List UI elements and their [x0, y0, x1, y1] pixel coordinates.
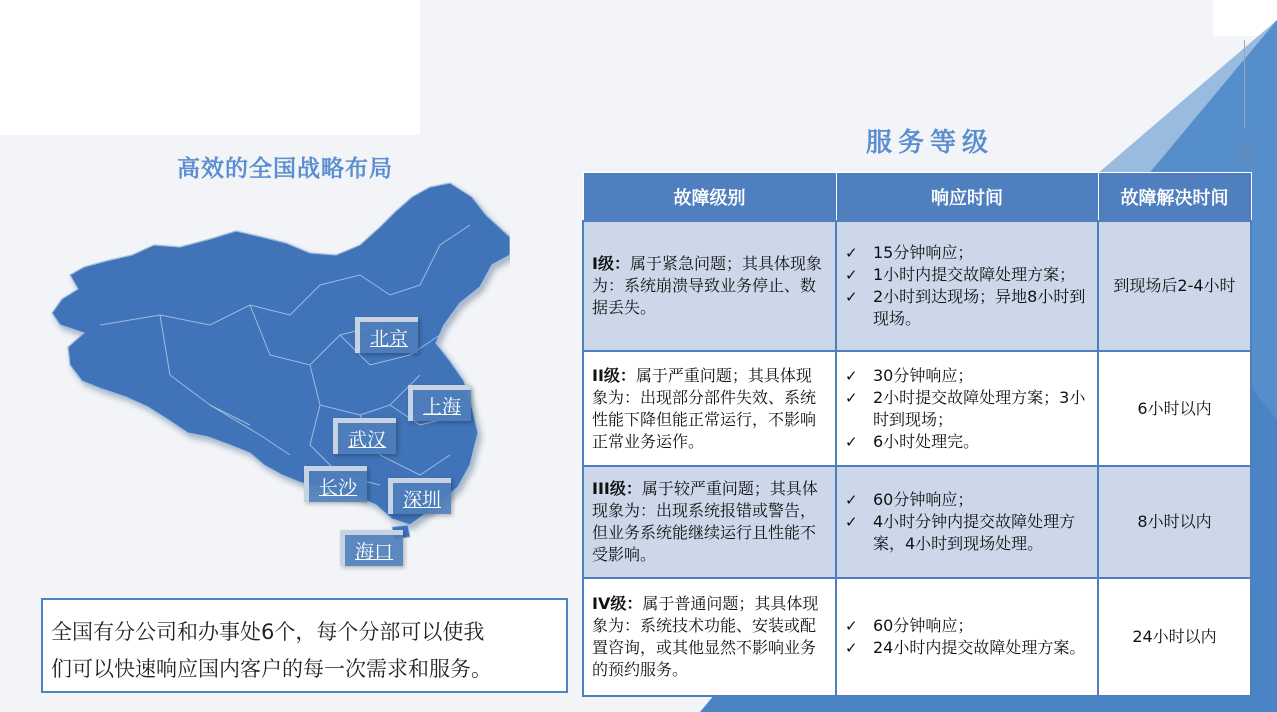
check-icon: ✓ — [845, 491, 858, 509]
side-vertical-text: CO INT — [1236, 141, 1255, 166]
china-map-shape — [52, 183, 510, 525]
city-label-wuhan: 武汉 — [333, 418, 396, 454]
table-row — [583, 351, 1251, 466]
fault-level-desc: 属于较严重问题；其具体现象为：出现系统报错或警告，但业务系统能继续运行且性能不受影响。 — [592, 479, 818, 564]
header-response-time: 响应时间 — [836, 173, 1098, 222]
coverage-description-box — [41, 598, 568, 693]
table-header-row — [583, 173, 1251, 222]
check-icon: ✓ — [845, 639, 858, 657]
response-item: ✓ 4小时分钟内提交故障处理方案，4小时到现场处理。 — [845, 512, 1076, 553]
fault-level-label: II级： — [592, 365, 636, 385]
fault-level-cell — [583, 578, 836, 696]
fault-level-desc: 属于紧急问题；其具体现象为：系统崩溃导致业务停止、数据丢失。 — [592, 254, 822, 317]
fault-level-desc: 属于普通问题；其具体现象为：系统技术功能、安装或配置咨询，或其他显然不影响业务的预约服务。 — [592, 594, 819, 679]
fault-level-cell — [583, 351, 836, 466]
response-item: ✓ 60分钟响应； — [845, 616, 974, 635]
fault-level-label: III级： — [592, 479, 642, 498]
response-item: ✓ 30分钟响应； — [845, 365, 974, 385]
response-item: ✓ 24小时内提交故障处理方案。 — [845, 638, 1086, 657]
fault-level-label: IV级： — [592, 594, 643, 613]
check-icon: ✓ — [845, 617, 858, 635]
table-row — [583, 221, 1251, 351]
response-item: ✓ 2小时提交故障处理方案；3小时到现场； — [845, 387, 1086, 429]
resolve-time-cell: 到现场后2-4小时 — [1098, 221, 1251, 351]
table-row — [583, 466, 1251, 578]
response-item: ✓ 60分钟响应； — [845, 490, 974, 509]
resolve-time-cell: 24小时以内 — [1098, 578, 1251, 696]
city-label-beijing: 北京 — [355, 317, 418, 353]
city-label-haikou: 海口 — [340, 530, 403, 566]
check-icon: ✓ — [845, 266, 858, 284]
check-icon: ✓ — [845, 432, 858, 451]
response-item: ✓ 15分钟响应； — [845, 243, 974, 262]
table-row — [583, 578, 1251, 696]
decor-vertical-line — [1244, 40, 1245, 128]
header-resolve-time: 故障解决时间 — [1098, 173, 1251, 222]
response-cell — [836, 221, 1098, 351]
check-icon: ✓ — [845, 244, 858, 262]
city-label-shanghai: 上海 — [408, 385, 471, 421]
fault-level-cell — [583, 221, 836, 351]
check-icon: ✓ — [845, 388, 858, 407]
strategy-title: 高效的全国战略布局 — [177, 156, 393, 182]
fault-level-label: I级： — [592, 254, 630, 273]
city-label-shenzhen: 深圳 — [388, 478, 451, 514]
description-line-2: 们可以快速响应国内客户的每一次需求和服务。 — [51, 657, 492, 681]
response-item: ✓ 1小时内提交故障处理方案； — [845, 265, 1076, 284]
response-item: ✓ 6小时处理完。 — [845, 431, 980, 451]
response-cell — [836, 578, 1098, 696]
check-icon: ✓ — [845, 366, 858, 385]
response-item: ✓ 2小时到达现场；异地8小时到现场。 — [845, 287, 1086, 328]
city-label-changsha: 长沙 — [304, 466, 367, 502]
header-fault-level: 故障级别 — [583, 173, 836, 222]
check-icon: ✓ — [845, 513, 858, 531]
service-level-title: 服务等级 — [865, 128, 994, 158]
response-cell — [836, 351, 1098, 466]
check-icon: ✓ — [845, 288, 858, 306]
resolve-time-cell: 8小时以内 — [1098, 466, 1251, 578]
fault-level-desc: 属于严重问题；其具体现象为：出现部分部件失效、系统性能下降但能正常运行，不影响正常业务运作。 — [592, 365, 817, 451]
fault-level-cell — [583, 466, 836, 578]
resolve-time-cell: 6小时以内 — [1098, 351, 1251, 466]
service-level-table — [582, 172, 1252, 697]
description-line-1: 全国有分公司和办事处6个，每个分部可以使我 — [51, 620, 485, 644]
response-cell — [836, 466, 1098, 578]
